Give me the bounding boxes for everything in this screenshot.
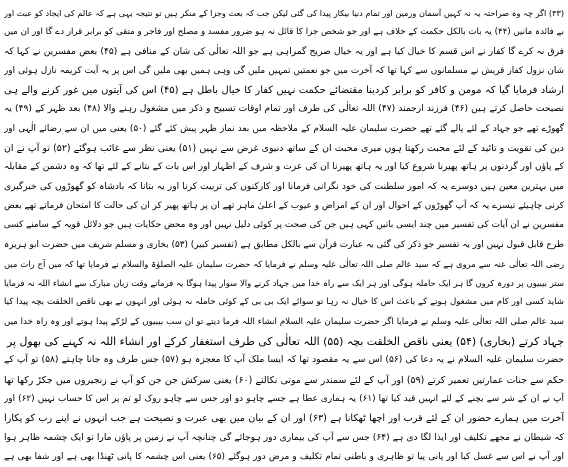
text-line: اور آپ نے اس سے غسل کیا اور پانی پیا تو ظاہری و باطنی تمام تکلیف و مرض دور ہوگئے (۶۵) یعنی اس چشمہ کا پانی ٹھنڈا بھی ہے اور شفا بھی ہے [4, 451, 564, 462]
text-line: کرنی چاہیئے تیسرے یہ کہ آپ گھوڑوں کے احوال اور ان کے امراض و عیوب کے اعلیٰ ماہر تھے ان پر ہاتھ پھیر کر ان کی حالت کا امتحان فرماتے تھے بعض [4, 200, 564, 211]
text-line: بے فائدہ مانیں (۴۴) یہ بات بالکل حکمت کے خلاف ہے اور جو شخص جزا کا قائل نہ ہو ضرور مفسد و مصلح اور فاجر و متقی کو برابر قرار دے گا اور ان میں [4, 27, 564, 38]
text-line: گھوڑے تھے جو جہاد کے لئے پالے گئے تھے حضرت سلیمان علیہ السلام کے ملاحظہ میں بعد نماز ظہر پیش کئے گئے (۵۰) یعنی میں ان سے رضائے الٰہی اور [4, 123, 564, 134]
text-line: ستر بیبیوں پر دورہ کروں گا ہر ایک حاملہ ہوگی اور ہر ایک سے راہ خدا میں جہاد کرنے والا سوار پیدا ہوگا یہ فرماتے وقت زبان مبارک سے انشاء اللہ نہ فرمایا [4, 278, 564, 289]
text-line: رضی اللہ تعالٰی عنہ سے مروی ہے کہ سید عالم صلی اللہ تعالٰی علیہ وسلم نے فرمایا کہ حضرت سلیمان علیہ الصلوٰۃ والسلام نے فرمایا تھا کہ میں آج رات میں [4, 258, 564, 269]
commentary-body [4, 4, 564, 467]
text-line: کے پاؤں اور گردنوں پر ہاتھ پھیرنا شروع کیا اور یہ ہاتھ پھیرنا ان کی عزت و شرف کے اظہار اور اس بات کے بتانے کے لئے تھا کہ وہ دشمن کے مقابلہ [4, 162, 564, 173]
text-line: میں بہترین معین ہیں دوسرے یہ کہ امور سلطنت کی خود نگرانی فرمانا اور کارکنوں کی تربیت کرنا اور یہ بتانا کہ بادشاہ کو گھوڑوں کی خبرگیری [4, 181, 564, 192]
text-line: سید عالم صلی اللہ تعالٰی علیہ وسلم نے فرمایا اگر حضرت سلیمان علیہ السلام انشاء اللہ فرما دیتے تو ان سب بیبیوں کے لڑکے پیدا ہوتے اور وہ راہ خدا میں [4, 316, 564, 327]
text-line: آخرت میں ہمارے حضور ان کے لئے قرب اور اچھا ٹھکانا ہے (۶۳) اور ان کے بیان میں بھی عبرت و نصیحت ہے جب انہوں نے اپنے رب کو پکارا [4, 413, 564, 425]
text-line: فرق نہ کرے گا کفار نے اس قسم کا خیال کیا ہے اور یہ خیال صریح گمراہی ہے جو اللہ تعالٰی کی شان کے منافی ہے (۴۵) بعض مفسرین نے کہا کہ [4, 46, 564, 57]
text-line: جہاد کرتے (بخاری) (۵۴) یعنی ناقص الخلقت بچہ (۵۵) اللہ تعالٰی کی طرف استغفار کرکے اور انشاء اللہ نہ کہنے کی بھول پر [6, 335, 564, 349]
text-line: آپ نے ان کے شر سے بچنے کے لئے انہیں قید کیا تھا (۶۱) یہ ہماری عطا ہے جسے چاہو دو اور جس سے چاہو روک لو تم پر اس کا حساب نہیں (۶۲) اور [4, 393, 564, 404]
text-line: طرح قابل قبول نہیں اور یہ تفسیر جو ذکر کی گئی یہ عبارت قرآن سے بالکل مطابق ہے (تفسیر کبیر) (۵۳) بخاری و مسلم شریف میں حضرت ابو ہریرہ [4, 239, 564, 250]
text-line: ارشاد فرمایا گیا کہ مومن و کافر کو برابر کردینا مقتضائے حکمت نہیں کفار کا خیال باطل ہے (۴۵) اس کی آیتوں میں غور کرنے والے ہی [4, 85, 564, 97]
text-line: دین کی تقویت و تائید کے لئے محبت رکھتا ہوں میری محبت ان کے ساتھ دنیوی غرض سے نہیں (۵۱) یعنی نظر سے غائب ہوگئے (۵۲) تو آپ نے ان [4, 143, 564, 155]
text-line: حکم سے جنات عمارتیں تعمیر کرتے (۵۹) اور آپ کے لئے سمندر سے موتی نکالتے (۶۰) یعنی سرکش جن جن کو آپ نے زنجیروں میں جکڑ رکھا تھا [4, 374, 564, 386]
text-line: نصیحت حاصل کرتے ہیں (۴۶) فرزند ارجمند (۴۷) اللہ تعالٰی کی طرف اور تمام اوقات تسبیح و ذکر میں مشغول رہنے والا (۴۸) بعد ظہر کے (۴۹) یہ [4, 104, 564, 115]
text-line: (۴۳) اگر چہ وہ صراحتہ یہ نہ کہیں آسمان وزمین اور تمام دنیا بیکار پیدا کی گئی لیکن جب کہ بعث وجزا کے منکر ہیں تو نتیجہ یہی ہے کہ عالم کی ایجاد کو عبث اور [4, 8, 564, 18]
text-line: مفسرین نے ان آیات کی تفسیر میں چند ایسی باتیں کہی ہیں جن کی صحت پر کوئی دلیل نہیں اور وہ محض حکایات ہیں جو دلائل قویہ کے سامنے کسی [4, 220, 564, 231]
text-line: حضرت سلیمان علیہ السلام نے یہ دعا کی (۵۶) اس سے یہ مقصود تھا کہ ایسا ملک آپ کا معجزہ ہو (۵۷) جس طرف وہ جانا چاہتے (۵۸) تو آپ کے [4, 355, 564, 366]
text-line: کہ شیطان نے مجھے تکلیف اور ایذا لگا دی ہے (۶۴) جس سے آپ کی بیماری دور ہوجائے گی چنانچہ آپ نے زمین پر پاؤں مارا تو ایک چشمہ ظاہر ہوا [4, 432, 564, 443]
text-line: شاید کسی اور کام میں مشغول ہونے کے باعث اس کا خیال نہ رہا تو سوائے ایک بی بی کے کوئی حاملہ نہ ہوئی اور انہوں نے بھی ناقص الخلقت بچہ پیدا کیا [4, 297, 564, 308]
text-line: شان نزول کفار قریش نے مسلمانوں سے کہا تھا کہ آخرت میں جو نعمتیں تمہیں ملیں گی وہی ہمیں بھی ملیں گی اس پر یہ آیت کریمہ نازل ہوئی اور [4, 65, 564, 76]
